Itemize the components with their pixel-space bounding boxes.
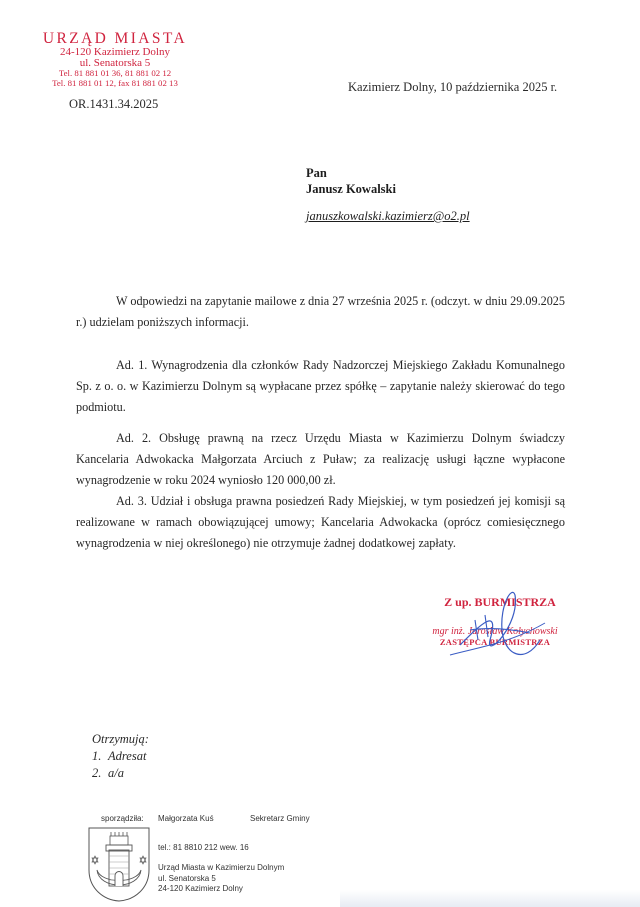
coat-of-arms-icon bbox=[87, 826, 151, 902]
place-date: Kazimierz Dolny, 10 października 2025 r. bbox=[348, 80, 558, 94]
paragraph-ad2 bbox=[76, 428, 565, 491]
paragraph-intro-text: W odpowiedzi na zapytanie mailowe z dnia 27 września 2025 r. (odczyt. w dniu 29.09.2025 r.) udzielam poniższych informacji. bbox=[76, 294, 565, 329]
footer-address-line2: ul. Senatorska 5 bbox=[158, 873, 216, 883]
list-item-text: a/a bbox=[108, 766, 124, 780]
handwritten-signature-icon bbox=[430, 585, 560, 670]
footer-phone: tel.: 81 8810 212 wew. 16 bbox=[158, 843, 249, 852]
signature-authority: Z up. BURMISTRZA bbox=[444, 595, 556, 609]
footer-address-line3: 24-120 Kazimierz Dolny bbox=[158, 884, 243, 893]
paragraph-ad3 bbox=[76, 491, 565, 554]
office-phone-1: Tel. 81 881 01 36, 81 881 02 12 bbox=[58, 68, 172, 78]
recipients-list-item bbox=[92, 748, 149, 765]
office-name: URZĄD MIASTA bbox=[42, 30, 188, 47]
list-item-text: Adresat bbox=[108, 749, 147, 763]
paragraph-intro bbox=[76, 291, 565, 333]
recipients-list-item bbox=[92, 765, 149, 782]
prepared-by-role: Sekretarz Gminy bbox=[250, 814, 310, 823]
recipient-email[interactable]: januszkowalski.kazimierz@o2.pl bbox=[306, 209, 470, 223]
paragraph-ad1-text: Ad. 1. Wynagrodzenia dla członków Rady Nadzorczej Miejskiego Zakładu Komunalnego Sp. z o. o. w Kazimierzu Dolnym są wypłacane przez spółkę – zapytanie należy skierować do tego podmiotu. bbox=[76, 358, 565, 414]
recipient-salutation: Pan bbox=[306, 166, 327, 180]
office-street: ul. Senatorska 5 bbox=[79, 57, 151, 69]
office-phone-2: Tel. 81 881 01 12, fax 81 881 02 13 bbox=[52, 77, 178, 88]
office-postal-city: 24-120 Kazimierz Dolny bbox=[60, 46, 170, 58]
list-item-number: 2. bbox=[92, 766, 102, 780]
signature-role: ZASTĘPCA BURMISTRZA bbox=[439, 637, 551, 647]
list-item-number: 1. bbox=[92, 749, 102, 763]
footer-address-line1: Urząd Miasta w Kazimierzu Dolnym bbox=[158, 863, 285, 872]
prepared-by-name: Małgorzata Kuś bbox=[158, 814, 214, 823]
recipients-heading: Otrzymują: bbox=[92, 732, 149, 746]
recipients-list bbox=[92, 731, 149, 782]
footer-address bbox=[158, 863, 284, 895]
paragraph-ad3-text: Ad. 3. Udział i obsługa prawna posiedzeń Rady Miejskiej, w tym posiedzeń jej komisji są realizowane w ramach obowiązującej umowy; Kancelaria Adwokacka (oprócz comiesięcznego wynagrodzenia w niej określonego) nie otrzymuje żadnej dodatkowej zapłaty. bbox=[76, 494, 565, 550]
prepared-by-label: sporządziła: bbox=[101, 814, 144, 823]
letterhead-stamp bbox=[40, 31, 190, 88]
recipient-name: Janusz Kowalski bbox=[306, 182, 396, 196]
reference-number: OR.1431.34.2025 bbox=[69, 97, 159, 111]
signature-signer: mgr inż. Jarosław Kołychowski bbox=[432, 626, 558, 637]
scan-edge-shadow bbox=[340, 890, 640, 907]
paragraph-ad1 bbox=[76, 355, 565, 418]
recipient-block bbox=[306, 165, 396, 197]
paragraph-ad2-text: Ad. 2. Obsługę prawną na rzecz Urzędu Miasta w Kazimierzu Dolnym świadczy Kancelaria Adwokacka Małgorzata Arciuch z Puław; za realizację usługi łączne wypłacone wynagrodzenie w roku 2024 wyniosło 120 000,00 zł. bbox=[76, 431, 565, 487]
